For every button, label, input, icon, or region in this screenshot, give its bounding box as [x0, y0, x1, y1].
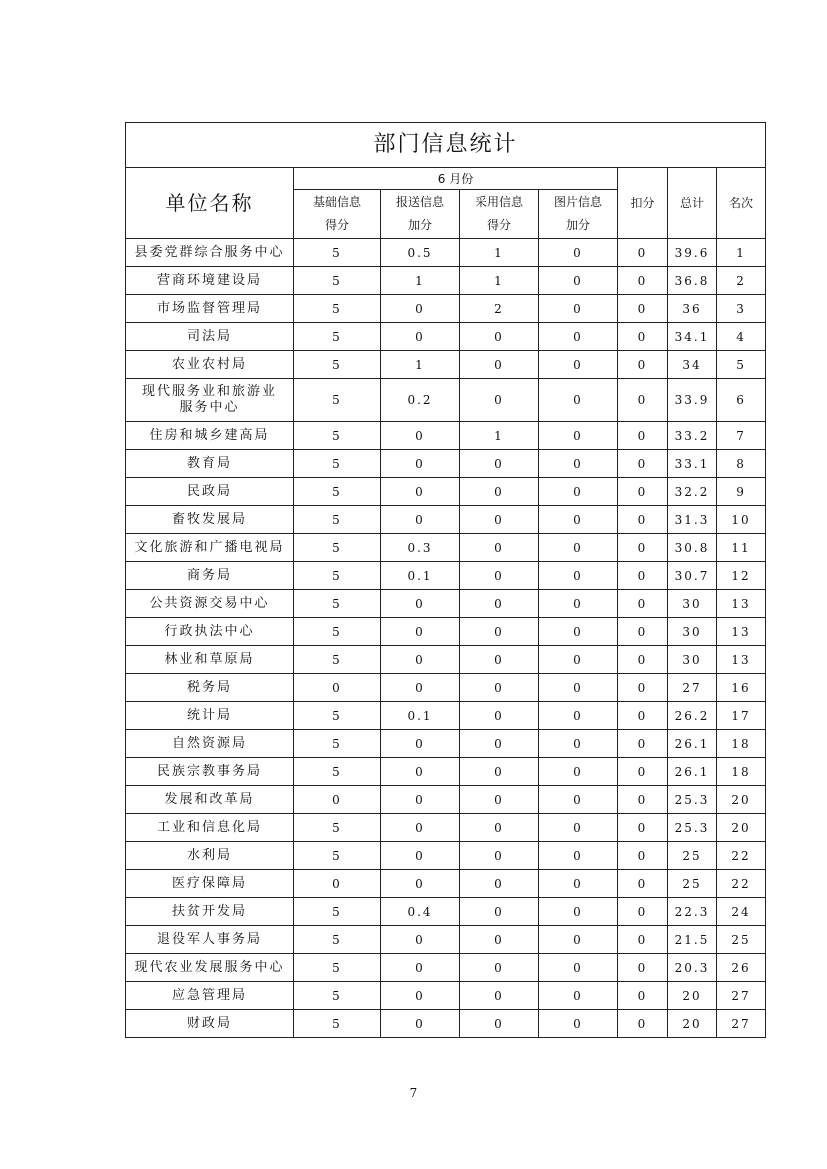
basic-score-cell: 5 — [294, 954, 381, 982]
table-row — [126, 295, 766, 323]
total-cell: 25 — [668, 842, 717, 870]
deduct-cell: 0 — [618, 618, 668, 646]
total-cell: 30 — [668, 618, 717, 646]
basic-score-cell: 5 — [294, 323, 381, 351]
deduct-cell: 0 — [618, 870, 668, 898]
photo-bonus-cell: 0 — [539, 618, 618, 646]
table-row — [126, 814, 766, 842]
adopt-score-cell: 0 — [460, 618, 539, 646]
deduct-cell: 0 — [618, 1010, 668, 1038]
deduct-cell: 0 — [618, 323, 668, 351]
adopt-score-cell: 0 — [460, 323, 539, 351]
table-row — [126, 534, 766, 562]
rank-header: 名次 — [717, 168, 766, 239]
adopt-score-header: 采用信息 得分 — [460, 190, 539, 239]
total-cell: 20 — [668, 982, 717, 1010]
total-cell: 30.8 — [668, 534, 717, 562]
report-bonus-cell: 1 — [381, 267, 460, 295]
unit-name-cell: 自然资源局 — [126, 730, 294, 758]
adopt-score-cell: 0 — [460, 814, 539, 842]
total-cell: 25.3 — [668, 786, 717, 814]
unit-name-cell: 林业和草原局 — [126, 646, 294, 674]
adopt-score-cell: 0 — [460, 954, 539, 982]
deduct-cell: 0 — [618, 239, 668, 267]
report-bonus-cell: 0 — [381, 618, 460, 646]
photo-bonus-cell: 0 — [539, 323, 618, 351]
photo-bonus-cell: 0 — [539, 506, 618, 534]
rank-cell: 16 — [717, 674, 766, 702]
table-row — [126, 898, 766, 926]
table-row — [126, 702, 766, 730]
table-row — [126, 478, 766, 506]
total-cell: 20.3 — [668, 954, 717, 982]
table-row — [126, 786, 766, 814]
deduct-cell: 0 — [618, 351, 668, 379]
total-cell: 25.3 — [668, 814, 717, 842]
unit-name-cell: 营商环境建设局 — [126, 267, 294, 295]
rank-cell: 18 — [717, 758, 766, 786]
unit-name-cell: 现代服务业和旅游业 服务中心 — [126, 379, 294, 422]
deduct-cell: 0 — [618, 267, 668, 295]
rank-cell: 8 — [717, 450, 766, 478]
report-bonus-cell: 0.4 — [381, 898, 460, 926]
rank-cell: 22 — [717, 842, 766, 870]
rank-cell: 25 — [717, 926, 766, 954]
table-body — [126, 239, 766, 1038]
rank-cell: 2 — [717, 267, 766, 295]
report-bonus-cell: 0.1 — [381, 702, 460, 730]
rank-cell: 26 — [717, 954, 766, 982]
adopt-score-cell: 1 — [460, 422, 539, 450]
total-cell: 26.1 — [668, 730, 717, 758]
adopt-score-cell: 0 — [460, 786, 539, 814]
photo-bonus-cell: 0 — [539, 422, 618, 450]
report-bonus-cell: 0 — [381, 758, 460, 786]
table-row — [126, 926, 766, 954]
total-cell: 30 — [668, 646, 717, 674]
report-bonus-cell: 0.2 — [381, 379, 460, 422]
unit-name-cell: 县委党群综合服务中心 — [126, 239, 294, 267]
basic-score-cell: 5 — [294, 351, 381, 379]
photo-bonus-cell: 0 — [539, 351, 618, 379]
unit-name-cell: 公共资源交易中心 — [126, 590, 294, 618]
unit-name-cell: 应急管理局 — [126, 982, 294, 1010]
basic-score-cell: 5 — [294, 379, 381, 422]
total-cell: 34 — [668, 351, 717, 379]
table-title: 部门信息统计 — [126, 123, 766, 168]
photo-bonus-cell: 0 — [539, 590, 618, 618]
rank-cell: 4 — [717, 323, 766, 351]
photo-bonus-cell: 0 — [539, 982, 618, 1010]
deduct-cell: 0 — [618, 954, 668, 982]
unit-name-cell: 畜牧发展局 — [126, 506, 294, 534]
photo-bonus-cell: 0 — [539, 379, 618, 422]
basic-score-cell: 5 — [294, 562, 381, 590]
basic-score-cell: 5 — [294, 646, 381, 674]
photo-bonus-cell: 0 — [539, 1010, 618, 1038]
report-bonus-cell: 0.1 — [381, 562, 460, 590]
basic-score-cell: 5 — [294, 898, 381, 926]
unit-name-cell: 行政执法中心 — [126, 618, 294, 646]
table-row — [126, 730, 766, 758]
photo-bonus-cell: 0 — [539, 674, 618, 702]
photo-bonus-cell: 0 — [539, 870, 618, 898]
unit-name-cell: 司法局 — [126, 323, 294, 351]
basic-score-header: 基础信息 得分 — [294, 190, 381, 239]
rank-cell: 1 — [717, 239, 766, 267]
report-bonus-cell: 0 — [381, 926, 460, 954]
rank-cell: 17 — [717, 702, 766, 730]
rank-cell: 7 — [717, 422, 766, 450]
unit-name-cell: 财政局 — [126, 1010, 294, 1038]
deduct-cell: 0 — [618, 898, 668, 926]
total-cell: 30.7 — [668, 562, 717, 590]
table-row — [126, 239, 766, 267]
adopt-score-cell: 0 — [460, 379, 539, 422]
total-cell: 33.2 — [668, 422, 717, 450]
basic-score-cell: 5 — [294, 478, 381, 506]
total-cell: 33.1 — [668, 450, 717, 478]
rank-cell: 27 — [717, 1010, 766, 1038]
basic-score-cell: 5 — [294, 758, 381, 786]
rank-cell: 20 — [717, 786, 766, 814]
report-bonus-cell: 0 — [381, 814, 460, 842]
photo-bonus-cell: 0 — [539, 478, 618, 506]
adopt-score-cell: 0 — [460, 842, 539, 870]
total-cell: 20 — [668, 1010, 717, 1038]
basic-score-cell: 5 — [294, 450, 381, 478]
photo-bonus-cell: 0 — [539, 842, 618, 870]
table-row — [126, 450, 766, 478]
basic-score-cell: 5 — [294, 730, 381, 758]
report-bonus-cell: 0 — [381, 323, 460, 351]
unit-name-cell: 水利局 — [126, 842, 294, 870]
basic-score-cell: 0 — [294, 786, 381, 814]
photo-bonus-cell: 0 — [539, 926, 618, 954]
table-row — [126, 323, 766, 351]
unit-name-cell: 商务局 — [126, 562, 294, 590]
basic-score-cell: 0 — [294, 870, 381, 898]
photo-bonus-cell: 0 — [539, 295, 618, 323]
basic-score-cell: 5 — [294, 1010, 381, 1038]
department-info-table — [125, 122, 766, 1038]
photo-bonus-cell: 0 — [539, 702, 618, 730]
photo-bonus-header: 图片信息 加分 — [539, 190, 618, 239]
adopt-score-cell: 0 — [460, 478, 539, 506]
total-cell: 31.3 — [668, 506, 717, 534]
unit-name-cell: 扶贫开发局 — [126, 898, 294, 926]
unit-name-cell: 民族宗教事务局 — [126, 758, 294, 786]
photo-bonus-cell: 0 — [539, 534, 618, 562]
report-bonus-cell: 0 — [381, 590, 460, 618]
table-row — [126, 379, 766, 422]
photo-bonus-cell: 0 — [539, 786, 618, 814]
deduct-cell: 0 — [618, 646, 668, 674]
table-row — [126, 870, 766, 898]
deduct-cell: 0 — [618, 758, 668, 786]
report-bonus-cell: 0 — [381, 954, 460, 982]
rank-cell: 24 — [717, 898, 766, 926]
adopt-score-cell: 0 — [460, 506, 539, 534]
rank-cell: 6 — [717, 379, 766, 422]
deduct-cell: 0 — [618, 379, 668, 422]
basic-score-cell: 5 — [294, 618, 381, 646]
deduct-cell: 0 — [618, 814, 668, 842]
adopt-score-cell: 0 — [460, 982, 539, 1010]
basic-score-cell: 5 — [294, 590, 381, 618]
rank-cell: 9 — [717, 478, 766, 506]
unit-name-cell: 工业和信息化局 — [126, 814, 294, 842]
basic-score-cell: 5 — [294, 926, 381, 954]
basic-score-cell: 5 — [294, 239, 381, 267]
deduct-cell: 0 — [618, 786, 668, 814]
total-cell: 26.2 — [668, 702, 717, 730]
rank-cell: 12 — [717, 562, 766, 590]
photo-bonus-cell: 0 — [539, 646, 618, 674]
table-row — [126, 954, 766, 982]
total-header: 总计 — [668, 168, 717, 239]
table-row — [126, 674, 766, 702]
rank-cell: 13 — [717, 590, 766, 618]
page-number: 7 — [409, 1086, 418, 1100]
report-bonus-cell: 0 — [381, 295, 460, 323]
total-cell: 21.5 — [668, 926, 717, 954]
photo-bonus-cell: 0 — [539, 730, 618, 758]
deduct-cell: 0 — [618, 506, 668, 534]
rank-cell: 27 — [717, 982, 766, 1010]
deduct-cell: 0 — [618, 702, 668, 730]
basic-score-cell: 5 — [294, 506, 381, 534]
photo-bonus-cell: 0 — [539, 758, 618, 786]
deduct-cell: 0 — [618, 295, 668, 323]
total-cell: 27 — [668, 674, 717, 702]
rank-cell: 22 — [717, 870, 766, 898]
rank-cell: 3 — [717, 295, 766, 323]
adopt-score-cell: 0 — [460, 730, 539, 758]
total-cell: 34.1 — [668, 323, 717, 351]
unit-name-cell: 文化旅游和广播电视局 — [126, 534, 294, 562]
rank-cell: 10 — [717, 506, 766, 534]
report-bonus-cell: 0 — [381, 478, 460, 506]
report-bonus-cell: 0 — [381, 730, 460, 758]
report-bonus-cell: 0 — [381, 506, 460, 534]
deduct-cell: 0 — [618, 534, 668, 562]
report-bonus-cell: 0 — [381, 842, 460, 870]
adopt-score-cell: 0 — [460, 870, 539, 898]
basic-score-cell: 5 — [294, 267, 381, 295]
adopt-score-cell: 2 — [460, 295, 539, 323]
unit-name-cell: 税务局 — [126, 674, 294, 702]
deduct-header: 扣分 — [618, 168, 668, 239]
unit-name-cell: 教育局 — [126, 450, 294, 478]
photo-bonus-cell: 0 — [539, 239, 618, 267]
table-row — [126, 267, 766, 295]
table-row — [126, 842, 766, 870]
unit-name-cell: 住房和城乡建高局 — [126, 422, 294, 450]
deduct-cell: 0 — [618, 982, 668, 1010]
adopt-score-cell: 0 — [460, 450, 539, 478]
table-row — [126, 1010, 766, 1038]
photo-bonus-cell: 0 — [539, 814, 618, 842]
unit-name-cell: 市场监督管理局 — [126, 295, 294, 323]
month-header: 6 月份 — [294, 168, 618, 190]
table-row — [126, 506, 766, 534]
adopt-score-cell: 0 — [460, 758, 539, 786]
deduct-cell: 0 — [618, 590, 668, 618]
adopt-score-cell: 0 — [460, 562, 539, 590]
total-cell: 36 — [668, 295, 717, 323]
table-row — [126, 758, 766, 786]
report-bonus-cell: 0 — [381, 1010, 460, 1038]
photo-bonus-cell: 0 — [539, 954, 618, 982]
photo-bonus-cell: 0 — [539, 450, 618, 478]
total-cell: 25 — [668, 870, 717, 898]
basic-score-cell: 5 — [294, 534, 381, 562]
report-bonus-header: 报送信息 加分 — [381, 190, 460, 239]
adopt-score-cell: 1 — [460, 267, 539, 295]
table-row — [126, 590, 766, 618]
report-bonus-cell: 0.5 — [381, 239, 460, 267]
rank-cell: 13 — [717, 646, 766, 674]
basic-score-cell: 0 — [294, 674, 381, 702]
rank-cell: 18 — [717, 730, 766, 758]
rank-cell: 11 — [717, 534, 766, 562]
unit-name-cell: 农业农村局 — [126, 351, 294, 379]
adopt-score-cell: 0 — [460, 926, 539, 954]
deduct-cell: 0 — [618, 450, 668, 478]
table-row — [126, 422, 766, 450]
deduct-cell: 0 — [618, 926, 668, 954]
basic-score-cell: 5 — [294, 814, 381, 842]
basic-score-cell: 5 — [294, 422, 381, 450]
rank-cell: 13 — [717, 618, 766, 646]
total-cell: 39.6 — [668, 239, 717, 267]
unit-name-header: 单位名称 — [126, 168, 294, 239]
total-cell: 32.2 — [668, 478, 717, 506]
table-row — [126, 562, 766, 590]
statistics-sheet — [125, 122, 765, 1038]
unit-name-cell: 医疗保障局 — [126, 870, 294, 898]
table-row — [126, 982, 766, 1010]
report-bonus-cell: 1 — [381, 351, 460, 379]
report-bonus-cell: 0 — [381, 450, 460, 478]
total-cell: 36.8 — [668, 267, 717, 295]
rank-cell: 20 — [717, 814, 766, 842]
total-cell: 33.9 — [668, 379, 717, 422]
deduct-cell: 0 — [618, 730, 668, 758]
adopt-score-cell: 0 — [460, 898, 539, 926]
unit-name-cell: 现代农业发展服务中心 — [126, 954, 294, 982]
table-row — [126, 618, 766, 646]
report-bonus-cell: 0 — [381, 422, 460, 450]
unit-name-cell: 统计局 — [126, 702, 294, 730]
adopt-score-cell: 0 — [460, 646, 539, 674]
report-bonus-cell: 0 — [381, 674, 460, 702]
photo-bonus-cell: 0 — [539, 898, 618, 926]
basic-score-cell: 5 — [294, 295, 381, 323]
photo-bonus-cell: 0 — [539, 562, 618, 590]
basic-score-cell: 5 — [294, 842, 381, 870]
deduct-cell: 0 — [618, 478, 668, 506]
adopt-score-cell: 0 — [460, 674, 539, 702]
total-cell: 26.1 — [668, 758, 717, 786]
photo-bonus-cell: 0 — [539, 267, 618, 295]
adopt-score-cell: 0 — [460, 351, 539, 379]
report-bonus-cell: 0 — [381, 786, 460, 814]
unit-name-cell: 发展和改革局 — [126, 786, 294, 814]
report-bonus-cell: 0 — [381, 646, 460, 674]
report-bonus-cell: 0 — [381, 870, 460, 898]
total-cell: 22.3 — [668, 898, 717, 926]
basic-score-cell: 5 — [294, 702, 381, 730]
unit-name-cell: 退役军人事务局 — [126, 926, 294, 954]
deduct-cell: 0 — [618, 842, 668, 870]
adopt-score-cell: 0 — [460, 590, 539, 618]
adopt-score-cell: 0 — [460, 702, 539, 730]
total-cell: 30 — [668, 590, 717, 618]
deduct-cell: 0 — [618, 674, 668, 702]
table-row — [126, 351, 766, 379]
rank-cell: 5 — [717, 351, 766, 379]
adopt-score-cell: 0 — [460, 1010, 539, 1038]
report-bonus-cell: 0 — [381, 982, 460, 1010]
adopt-score-cell: 0 — [460, 534, 539, 562]
adopt-score-cell: 1 — [460, 239, 539, 267]
deduct-cell: 0 — [618, 422, 668, 450]
deduct-cell: 0 — [618, 562, 668, 590]
report-bonus-cell: 0.3 — [381, 534, 460, 562]
unit-name-cell: 民政局 — [126, 478, 294, 506]
basic-score-cell: 5 — [294, 982, 381, 1010]
table-row — [126, 646, 766, 674]
